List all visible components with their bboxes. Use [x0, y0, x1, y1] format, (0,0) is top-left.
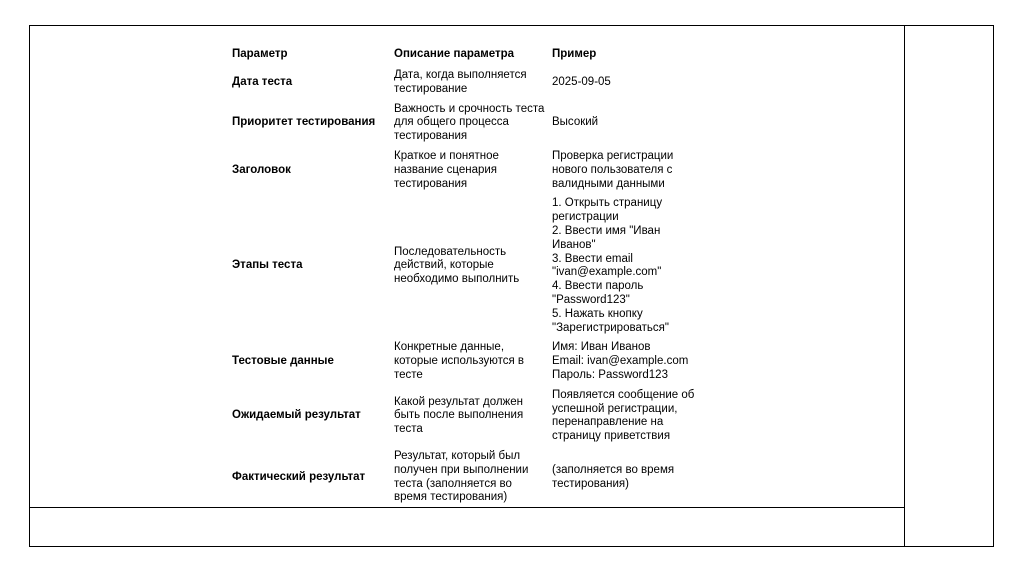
- table-row: [229, 66, 706, 100]
- row-description: Важность и срочность теста для общего процесса тестирования: [394, 102, 545, 143]
- row-description: Дата, когда выполняется тестирование: [394, 69, 527, 95]
- table-row: [229, 338, 706, 385]
- row-example: (заполняется во время тестирования): [552, 463, 675, 490]
- row-example: Проверка регистрации нового пользователя с валидными данными: [552, 149, 674, 190]
- row-example: Высокий: [552, 116, 599, 129]
- table-row: [229, 100, 706, 147]
- row-example: Имя: Иван Иванов Email: ivan@example.com Пароль: Password123: [552, 341, 689, 381]
- table-row: [229, 447, 706, 508]
- row-param: Ожидаемый результат: [232, 409, 361, 422]
- row-description: Конкретные данные, которые используются в тесте: [394, 341, 525, 381]
- row-example: 2025-09-05: [552, 75, 611, 88]
- table-row: [229, 194, 706, 338]
- row-param: Этапы теста: [232, 259, 303, 272]
- parameters-table: [229, 44, 706, 508]
- vertical-divider: [904, 25, 905, 547]
- row-description: Краткое и понятное название сценария тестирования: [394, 149, 499, 190]
- row-description: Последовательность действий, которые необходимо выполнить: [394, 245, 520, 286]
- header-param: Параметр: [232, 48, 288, 61]
- table-row: [229, 386, 706, 447]
- row-param: Заголовок: [232, 163, 291, 176]
- row-example: 1. Открыть страницу регистрации 2. Ввести имя "Иван Иванов" 3. Ввести email "ivan@example.com" 4. Ввести пароль "Password123" 5. Нажать кнопку "Зарегистрироваться": [552, 197, 669, 334]
- header-example: Пример: [552, 48, 597, 61]
- row-description: Результат, который был получен при выполнении теста (заполняется во время тестирования): [394, 449, 529, 504]
- row-description: Какой результат должен быть после выполнения теста: [394, 395, 524, 436]
- header-description: Описание параметра: [394, 48, 515, 61]
- table-row: [229, 147, 706, 194]
- row-param: Приоритет тестирования: [232, 116, 376, 129]
- row-param: Фактический результат: [232, 470, 366, 483]
- row-example: Появляется сообщение об успешной регистрации, перенаправление на страницу приветствия: [552, 388, 695, 443]
- table-header-row: [229, 44, 706, 66]
- row-param: Дата теста: [232, 75, 293, 88]
- row-param: Тестовые данные: [232, 355, 334, 368]
